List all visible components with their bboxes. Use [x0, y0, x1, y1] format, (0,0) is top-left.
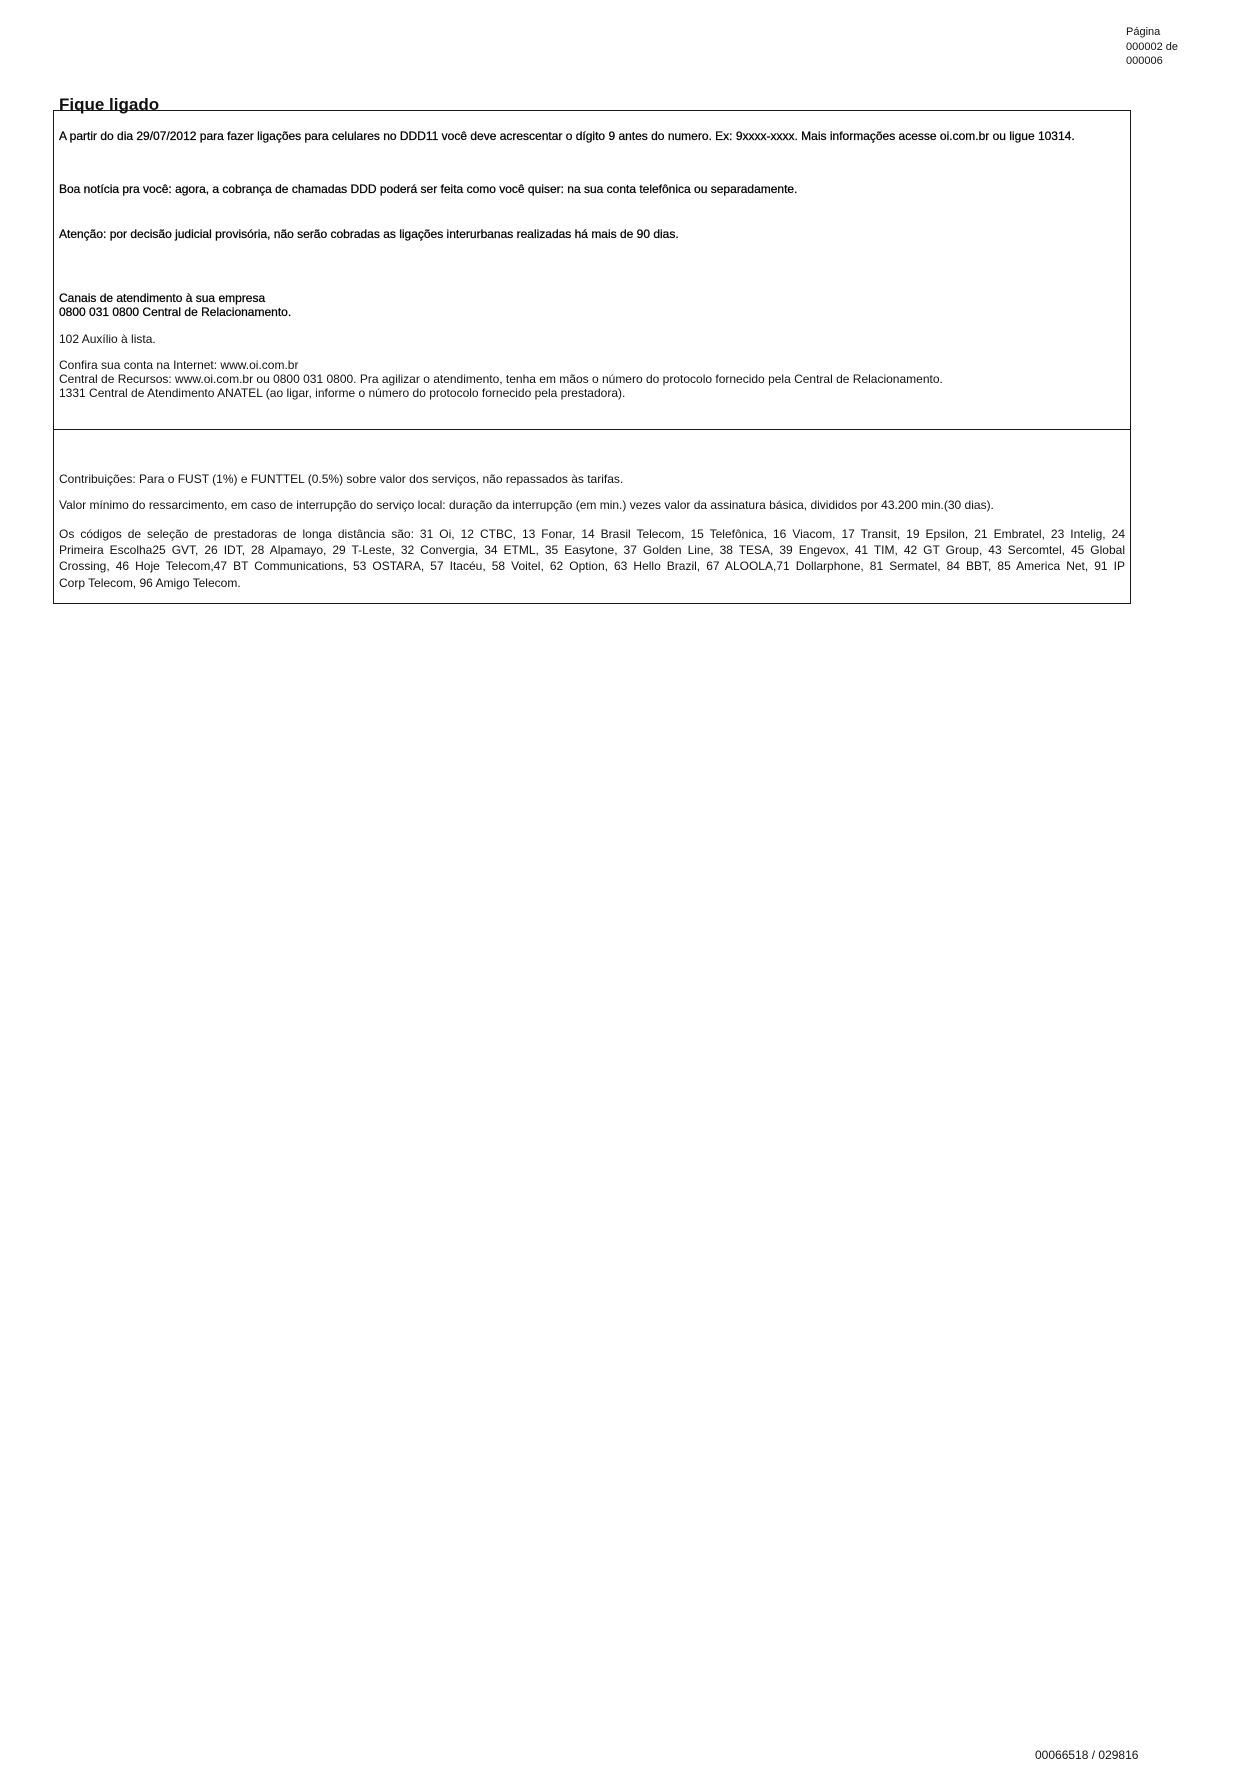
- document-number: 00066518 / 029816: [1035, 1748, 1139, 1762]
- refund-line: Valor mínimo do ressarcimento, em caso de interrupção do serviço local: duração da interrupção (em min.) vezes valor da assinatura básica, divididos por 43.200 min.(30 dias).: [59, 498, 994, 512]
- page-of-label: de: [1165, 40, 1179, 53]
- page-number-line: [1126, 40, 1178, 55]
- anatel-center-line: 1331 Central de Atendimento ANATEL (ao ligar, informe o número do protocolo fornecido pela prestadora).: [59, 386, 626, 400]
- section-divider: [54, 429, 1130, 430]
- service-channels-title: Canais de atendimento à sua empresa: [59, 291, 266, 305]
- page-total: 000006: [1126, 55, 1163, 67]
- directory-assistance-line: 102 Auxílio à lista.: [59, 332, 156, 346]
- notice-box: [53, 110, 1131, 604]
- section-title: Fique ligado: [59, 95, 160, 114]
- page-current: 000002: [1126, 40, 1163, 53]
- carrier-codes-line: Corp Telecom, 96 Amigo Telecom.: [59, 575, 241, 590]
- carrier-codes-line: Os códigos de seleção de prestadoras de longa distância são: 31 Oi, 12 CTBC, 13 Fonar, 14 Brasil Telecom, 15 Telefônica, 16 Viacom, 17 Transit, 19 Epsilon, 21 Embratel, 23 Intelig, 24: [59, 527, 1125, 541]
- carrier-codes-paragraph: [59, 526, 1125, 591]
- appeals-center-line: Central de Recursos: www.oi.com.br ou 0800 031 0800. Pra agilizar o atendimento, tenha em mãos o número do protocolo fornecido pela Central de Relacionamento.: [59, 372, 943, 386]
- ddd-billing-notice: Boa notícia pra você: agora, a cobrança de chamadas DDD poderá ser feita como você quiser: na sua conta telefônica ou separadamente.: [59, 182, 798, 196]
- page-indicator: [1126, 25, 1178, 69]
- online-bill-line: Confira sua conta na Internet: www.oi.com.br: [59, 358, 299, 372]
- carrier-codes-line: Crossing, 46 Hoje Telecom,47 BT Communications, 53 OSTARA, 57 Itacéu, 58 Voitel, 62 Option, 63 Hello Brazil, 67 ALOOLA,71 Dollarphone, 81 Sermatel, 84 BBT, 85 America Net, 91 IP: [59, 559, 1125, 574]
- contributions-line: Contribuições: Para o FUST (1%) e FUNTTEL (0.5%) sobre valor dos serviços, não repassados às tarifas.: [59, 472, 624, 486]
- judicial-notice: Atenção: por decisão judicial provisória, não serão cobradas as ligações interurbanas realizadas há mais de 90 dias.: [59, 227, 679, 241]
- relationship-center-line: 0800 031 0800 Central de Relacionamento.: [59, 305, 292, 319]
- page-label: Página: [1126, 26, 1161, 38]
- ddd11-digit-notice: A partir do dia 29/07/2012 para fazer ligações para celulares no DDD11 você deve acrescentar o dígito 9 antes do numero. Ex: 9xxxx-xxxx. Mais informações acesse oi.com.br ou ligue 10314.: [59, 129, 1075, 143]
- carrier-codes-line: Primeira Escolha25 GVT, 26 IDT, 28 Alpamayo, 29 T-Leste, 32 Convergia, 34 ETML, 35 Easytone, 37 Golden Line, 38 TESA, 39 Engevox, 41 TIM, 42 GT Group, 43 Sercomtel, 45 Global: [59, 543, 1125, 558]
